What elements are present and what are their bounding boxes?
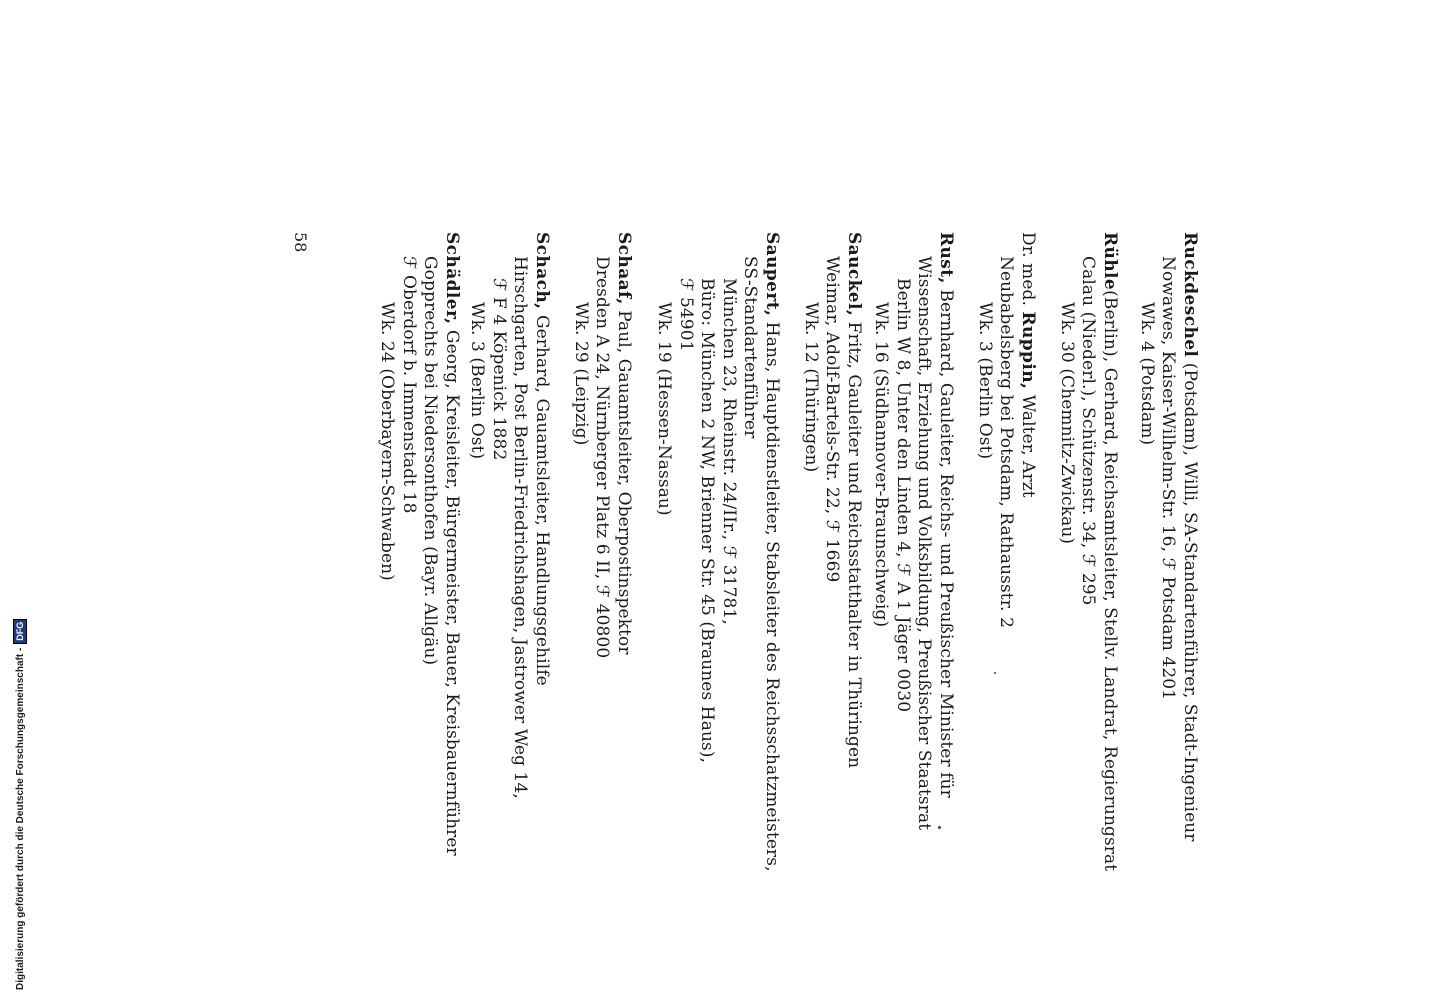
entry-saupert <box>653 232 782 872</box>
entry-schach <box>466 232 552 799</box>
entry-line: Weimar, Adolf-Bartels-Str. 22, ℱ 1669 <box>822 256 843 583</box>
entry-line: Wk. 12 (Thüringen) <box>801 302 821 473</box>
digitization-credit-text: Digitalisierung gefördert durch die Deutsche Forschungsgemeinschaft - <box>14 647 26 990</box>
entry-line: Wk. 3 (Berlin Ost) <box>975 302 995 460</box>
entry-line: Neubabelsberg bei Potsdam, Rathausstr. 2 <box>996 256 1017 628</box>
entry-ruckdeschel <box>1136 232 1201 842</box>
entry-line: Nowawes, Kaiser-Wilhelm-Str. 16, ℱ Potsdam 4201 <box>1158 256 1179 701</box>
entry-line: Gerhard, Gauamtsleiter, Handlungsgehilfe <box>532 309 552 686</box>
scan-speck <box>994 672 996 674</box>
entry-line: Calau (Niederl.), Schützenstr. 34, ℱ 295 <box>1078 256 1099 606</box>
entry-line: Wk. 29 (Leipzig) <box>571 302 591 446</box>
entry-name: Schaaf, <box>614 232 634 305</box>
entry-line: (Berlin), Gerhard, Reichsamtsleiter, Stellv. Landrat, Regierungsrat <box>1100 290 1120 872</box>
entry-name: Sauckel, <box>844 232 864 317</box>
entry-line: Dresden A 24, Nürnberger Platz 6 II, ℱ 40800 <box>592 256 613 659</box>
entry-line: Wk. 19 (Hessen-Nassau) <box>654 302 675 516</box>
entry-line: Wk. 24 (Oberbayern-Schwaben) <box>377 302 398 581</box>
entry-line: Gopprechts bei Niedersonthofen (Bayr. Allgäu) <box>420 256 441 666</box>
entry-line: Büro: München 2 NW, Brienner Str. 45 (Braunes Haus), <box>697 278 718 764</box>
entry-line: München 23, Rheinstr. 24/IIr., ℱ 31781, <box>719 278 739 625</box>
entry-line: Georg, Kreisleiter, Bürgermeister, Bauer, Kreisbauernführer <box>442 324 462 856</box>
scan-speck <box>938 826 941 829</box>
entry-schaaf <box>570 232 635 792</box>
entry-line: Wk. 3 (Berlin Ost) <box>467 302 488 460</box>
entry-line: Berlin W 8, Unter den Linden 4, ℱ A 1 Jäger 0030 <box>893 278 913 713</box>
dfg-logo: DFG <box>13 619 27 644</box>
entry-name: Saupert, <box>762 232 782 317</box>
digitization-credit <box>13 619 27 990</box>
entry-line: Wissenschaft, Erziehung und Volksbildung, Preußischer Staatsrat <box>914 256 935 831</box>
entry-line: SS-Standartenführer <box>740 256 761 439</box>
entry-line: Hirschgarten, Post Berlin-Friedrichshagen, Jastrower Weg 14, <box>510 256 531 799</box>
entry-line: Bernhard, Gauleiter, Reichs- und Preußischer Minister für <box>936 283 956 798</box>
entry-sauckel <box>800 232 865 792</box>
entry-line: (Potsdam), Willi, SA-Standartenführer, Stadt-Ingenieur <box>1180 362 1200 842</box>
page-number: 58 <box>291 232 310 253</box>
entry-line: ℱ F 4 Köpenick 1882 <box>489 278 509 461</box>
entry-name: Schach, <box>532 232 552 310</box>
entry-line: Wk. 16 (Südhannover-Braunschweig) <box>871 302 892 628</box>
entry-line: Fritz, Gauleiter und Reichsstatthalter in Thüringen <box>844 316 864 769</box>
entry-name: Ruppin, <box>1018 311 1038 390</box>
entry-schaedler <box>376 232 462 856</box>
entry-prefix: Dr. med. <box>1018 232 1038 312</box>
entry-ruppin <box>974 232 1039 792</box>
entry-rust <box>870 232 956 831</box>
entry-line: Wk. 30 (Chemnitz-Zwickau) <box>1057 302 1077 545</box>
entry-name: Ruckdeschel <box>1180 232 1200 358</box>
entry-line: ℱ Oberdorf b. Immenstadt 18 <box>399 256 419 514</box>
entry-name: Rust, <box>936 232 956 284</box>
entry-ruehle <box>1056 232 1121 872</box>
entry-line: Hans, Hauptdienstleiter, Stabsleiter des Reichsschatzmeisters, <box>762 316 782 872</box>
entry-name: Schädler, <box>442 232 462 325</box>
entry-line: ℱ 54901 <box>676 278 696 352</box>
entry-line: Walter, Arzt <box>1018 389 1038 498</box>
entry-name: Rühle <box>1100 232 1120 291</box>
entry-line: Wk. 4 (Potsdam) <box>1137 302 1157 446</box>
entry-line: Paul, Gauamtsleiter, Oberpostinspektor <box>614 304 634 655</box>
